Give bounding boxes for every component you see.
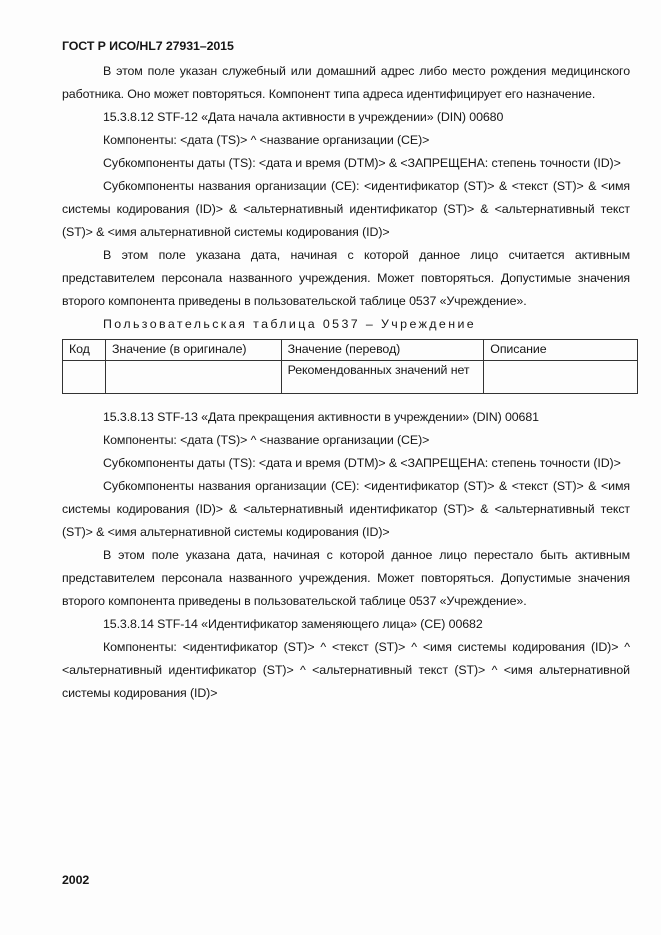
paragraph-org-subcomponents-2: Субкомпоненты названия организации (СЕ): <идентификатор (ST)> & <текст (ST)> & <имя системы кодирования (ID)> & <альтернативный идентификатор (ST)> & <альтернативный текст (ST)> & <имя альтернативной системы кодирования (ID)> <box>62 478 630 539</box>
page-body <box>62 60 630 705</box>
column-header-translated-value: Значение (перевод) <box>281 340 484 361</box>
paragraph-date-subcomponents-2: Субкомпоненты даты (TS): <дата и время (DTM)> & <ЗАПРЕЩЕНА: степень точности (ID)> <box>103 455 621 470</box>
paragraph-field-description: В этом поле указана дата, начиная с которой данное лицо считается активным представителем персонала названного учреждения. Может повторяться. Допустимые значения второго компонента приведены в пользовательской таблице 0537 «Учреждение». <box>62 248 630 308</box>
table-caption: Пользовательская таблица 0537 – Учреждение <box>103 317 477 331</box>
paragraph-components-3: Компоненты: <идентификатор (ST)> ^ <текст (ST)> ^ <имя системы кодирования (ID)> ^ <альтернативный идентификатор (ST)> ^ <альтернативный текст (ST)> ^ <имя альтернативной системы кодирования (ID)> <box>62 639 630 700</box>
paragraph-org-subcomponents: Субкомпоненты названия организации (СЕ): <идентификатор (ST)> & <текст (ST)> & <имя системы кодирования (ID)> & <альтернативный идентификатор (ST)> & <альтернативный текст (ST)> & <имя альтернативной системы кодирования (ID)> <box>62 179 630 239</box>
section-heading-stf-13: 15.3.8.13 STF-13 «Дата прекращения активности в учреждении» (DIN) 00681 <box>103 409 539 424</box>
table-row <box>63 360 638 393</box>
document-header: ГОСТ Р ИСО/HL7 27931–2015 <box>62 39 234 53</box>
table-cell-original-value <box>105 360 281 393</box>
user-table-0537 <box>62 339 638 394</box>
column-header-description: Описание <box>484 340 638 361</box>
column-header-code: Код <box>63 340 106 361</box>
column-header-original-value: Значение (в оригинале) <box>105 340 281 361</box>
paragraph-components: Компоненты: <дата (TS)> ^ <название организации (СЕ)> <box>103 133 430 147</box>
table-cell-description <box>484 360 638 393</box>
table-header-row <box>63 340 638 361</box>
table-cell-translated-value: Рекомендованных значений нет <box>281 360 484 393</box>
paragraph-date-subcomponents: Субкомпоненты даты (TS): <дата и время (DTM)> & <ЗАПРЕЩЕНА: степень точности (ID)> <box>103 156 621 170</box>
table-cell-code <box>63 360 106 393</box>
section-heading-stf-14: 15.3.8.14 STF-14 «Идентификатор заменяющего лица» (СЕ) 00682 <box>103 616 483 631</box>
paragraph-components-2: Компоненты: <дата (TS)> ^ <название организации (СЕ)> <box>103 432 430 447</box>
paragraph-field-description-2: В этом поле указана дата, начиная с которой данное лицо перестало быть активным представителем персонала названного учреждения. Может повторяться. Допустимые значения второго компонента приведены в пользовательской таблице 0537 «Учреждение». <box>62 547 630 608</box>
page-number: 2002 <box>62 873 90 887</box>
section-heading-stf-12: 15.3.8.12 STF-12 «Дата начала активности в учреждении» (DIN) 00680 <box>103 110 504 124</box>
paragraph-address-description: В этом поле указан служебный или домашний адрес либо место рождения медицинского работника. Оно может повторяться. Компонент типа адреса идентифицирует его назначение. <box>62 64 630 101</box>
